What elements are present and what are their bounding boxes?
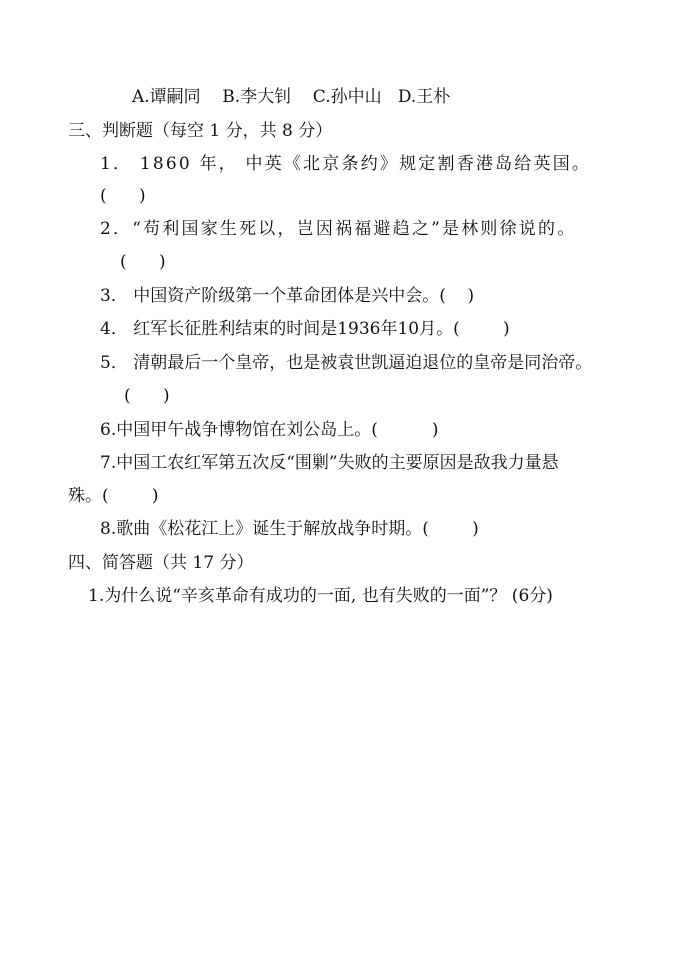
- question-1: 1． 1860 年， 中英《北京条约》规定割香港岛给英国。: [100, 154, 592, 174]
- question-2: 2．“苟利国家生死以，岂因祸福避趋之”是林则徐说的。: [100, 219, 577, 239]
- answer-blank-5: ( ): [124, 386, 170, 406]
- question-3: 3． 中国资产阶级第一个革命团体是兴中会。( ): [100, 286, 475, 306]
- question-5: 5． 清朝最后一个皇帝，也是被袁世凯逼迫退位的皇帝是同治帝。: [100, 353, 593, 373]
- answer-blank-2: ( ): [120, 252, 166, 272]
- choice-options: A.谭嗣同 B.李大钊 C.孙中山 D.王朴: [132, 87, 451, 107]
- short-answer-question-1: 1.为什么说“辛亥革命有成功的一面, 也有失败的一面”？ (6分): [88, 586, 553, 606]
- question-7-continuation: 殊。( ): [68, 486, 159, 506]
- question-7: 7.中国工农红军第五次反“围剿”失败的主要原因是敌我力量悬: [100, 453, 559, 473]
- question-8: 8.歌曲《松花江上》诞生于解放战争时期。( ): [100, 519, 479, 539]
- answer-blank-1: ( ): [100, 186, 146, 206]
- question-4: 4． 红军长征胜利结束的时间是1936年10月。( ): [100, 319, 510, 339]
- section4-heading: 四、简答题（共 17 分）: [68, 553, 254, 573]
- question-6: 6.中国甲午战争博物馆在刘公岛上。( ): [100, 420, 439, 440]
- section3-heading: 三、判断题（每空 1 分，共 8 分）: [68, 121, 333, 141]
